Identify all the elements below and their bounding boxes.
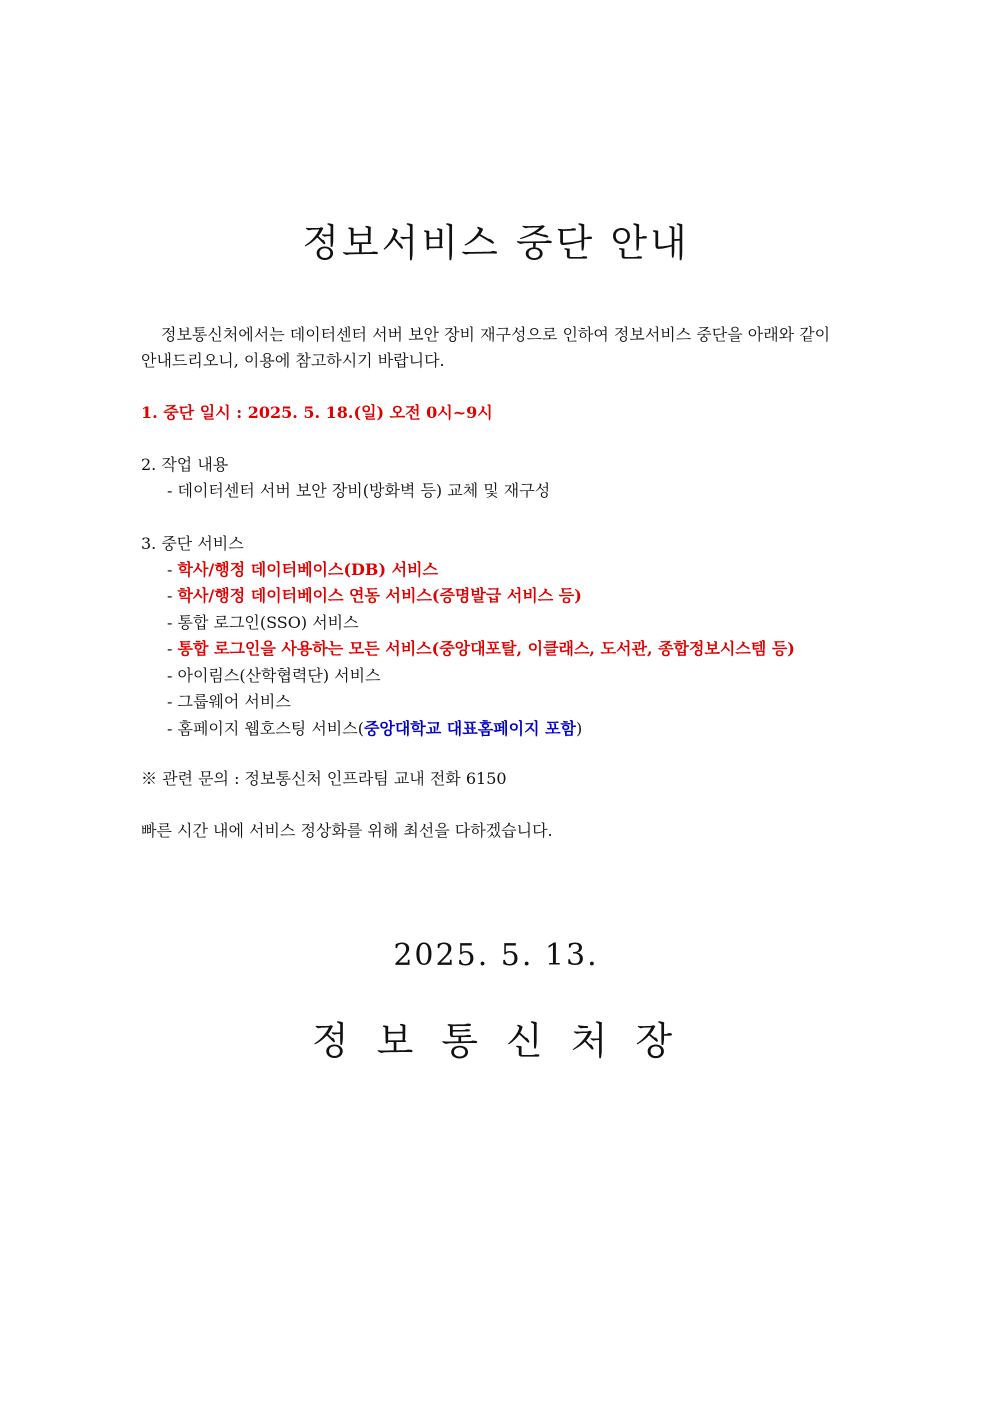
- service-highlight: 중앙대학교 대표홈페이지 포함: [363, 718, 577, 738]
- service-bullet: -: [167, 639, 178, 658]
- services-section-title: 3. 중단 서비스: [141, 533, 244, 553]
- service-text: 학사/행정 데이터베이스(DB) 서비스: [177, 559, 438, 579]
- service-item: [141, 583, 861, 610]
- service-text: 그룹웨어 서비스: [177, 692, 291, 711]
- service-text: 통합 로그인(SSO) 서비스: [177, 612, 359, 632]
- service-text: 학사/행정 데이터베이스 연동 서비스(증명발급 서비스 등): [177, 586, 582, 605]
- issue-date: 2025. 5. 13.: [393, 938, 599, 973]
- service-item: [141, 716, 861, 743]
- service-bullet: -: [167, 586, 178, 605]
- service-item: [141, 636, 861, 663]
- service-bullet: -: [167, 559, 178, 579]
- service-suffix: ): [576, 718, 583, 738]
- closing-remark: 빠른 시간 내에 서비스 정상화를 위해 최선을 다하겠습니다.: [141, 821, 553, 840]
- service-bullet: -: [167, 665, 178, 685]
- service-item: [141, 689, 861, 716]
- intro-line-2: 안내드리오니, 이용에 참고하시기 바랍니다.: [141, 351, 445, 370]
- service-item: [141, 663, 861, 690]
- service-bullet: -: [167, 612, 178, 632]
- service-item: [141, 610, 861, 637]
- service-bullet: -: [167, 692, 178, 711]
- work-item: - 데이터센터 서버 보안 장비(방화벽 등) 교체 및 재구성: [167, 481, 551, 500]
- service-text: 아이림스(산학협력단) 서비스: [177, 665, 381, 685]
- service-item: [141, 557, 861, 584]
- service-text: 통합 로그인을 사용하는 모든 서비스(중앙대포탈, 이클래스, 도서관, 종합정보시스템 등): [177, 639, 795, 658]
- contact-info: ※ 관련 문의 : 정보통신처 인프라팀 교내 전화 6150: [141, 769, 507, 788]
- work-section-title: 2. 작업 내용: [141, 455, 229, 474]
- outage-schedule: 1. 중단 일시 : 2025. 5. 18.(일) 오전 0시~9시: [141, 403, 493, 422]
- intro-line-1: 정보통신처에서는 데이터센터 서버 보안 장비 재구성으로 인하여 정보서비스 중단을 아래와 같이: [161, 325, 831, 344]
- signature: 정보통신처장: [311, 1019, 701, 1063]
- document-title: 정보서비스 중단 안내: [302, 221, 690, 265]
- document-body: [141, 322, 861, 844]
- service-text: 홈페이지 웹호스팅 서비스(: [177, 718, 364, 738]
- service-bullet: -: [167, 718, 178, 738]
